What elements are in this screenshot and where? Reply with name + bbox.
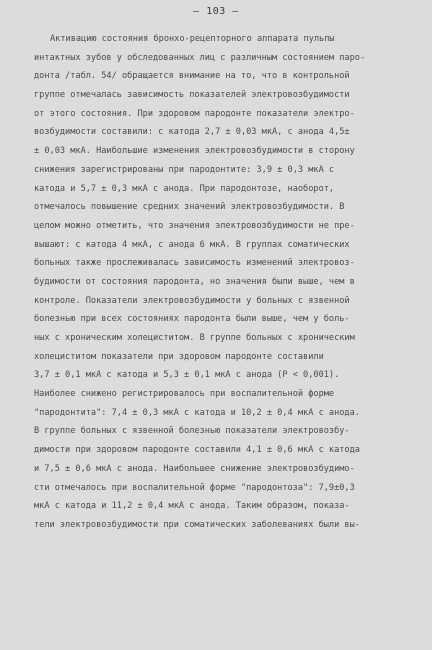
text-line: катода и 5,7 ± 0,3 мкА с анода. При пародонтозе, наоборот, [34, 183, 335, 194]
text-line: димости при здоровом пародонте составили 4,1 ± 0,6 мкА с катода [34, 445, 360, 456]
text-line: от этого состояния. При здоровом пародонте показатели электро- [34, 108, 355, 119]
text-line: В группе больных с язвенной болезнью показатели электровозбу- [34, 426, 350, 437]
text-line: будимости от состояния пародонта, но значения были выше, чем в [34, 276, 355, 287]
text-line: "пародонтита": 7,4 ± 0,3 мкА с катода и 10,2 ± 0,4 мкА с анода. [34, 407, 360, 418]
text-line: тели электровозбудимости при соматических заболеваниях были вы- [34, 519, 360, 530]
text-line: контроле. Показатели электровозбудимости у больных с язвенной [34, 295, 350, 306]
text-line: мкА с катода и 11,2 ± 0,4 мкА с анода. Таким образом, показа- [34, 501, 350, 512]
text-line: и 7,5 ± 0,6 мкА с анода. Наибольшее снижение электровозбудимо- [34, 463, 355, 474]
text-line: интактных зубов у обследованных лиц с различным состоянием паро- [34, 52, 366, 63]
text-line: болезнью при всех состояниях пародонта были выше, чем у боль- [34, 314, 350, 325]
text-line: Наиболее снижено регистрировалось при воспалительной форме [34, 389, 335, 400]
page-number: – 103 – [193, 6, 239, 17]
text-line: донта /табл. 54/ обращается внимание на то, что в контрольной [34, 71, 350, 82]
text-line: отмечалось повышение средних значений электровозбудимости. В [34, 202, 345, 213]
text-line: 3,7 ± 0,1 мкА с катода и 5,3 ± 0,1 мкА с анода (P < 0,001). [34, 370, 340, 381]
text-line: снижения зарегистрированы при пародонтите: 3,9 ± 0,3 мкА с [34, 164, 335, 175]
text-line: группе отмечалась зависимость показателей электровозбудимости [34, 90, 350, 101]
text-line: вышают: с катода 4 мкА, с анода 6 мкА. В группах соматических [34, 239, 350, 250]
text-line: возбудимости составили: с катода 2,7 ± 0,03 мкА, с анода 4,5± [34, 127, 350, 138]
body-text [34, 30, 400, 535]
text-line: холециститом показатели при здоровом пародонте составили [34, 351, 324, 362]
text-line: Активацию состояния бронхо-рецепторного аппарата пульпы [50, 34, 335, 44]
text-line: ± 0,03 мкА. Наибольшие изменения электровозбудимости в сторону [34, 146, 355, 157]
text-line: целом можно отметить, что значения электровозбудимости не пре- [34, 220, 355, 231]
text-line: больных также прослеживалась зависимость изменений электровоз- [34, 258, 355, 269]
text-line: сти отмечалось при воспалительной форме "пародонтоза": 7,9±0,3 [34, 482, 355, 493]
text-line: ных с хроническим холециститом. В группе больных с хроническим [34, 333, 355, 343]
